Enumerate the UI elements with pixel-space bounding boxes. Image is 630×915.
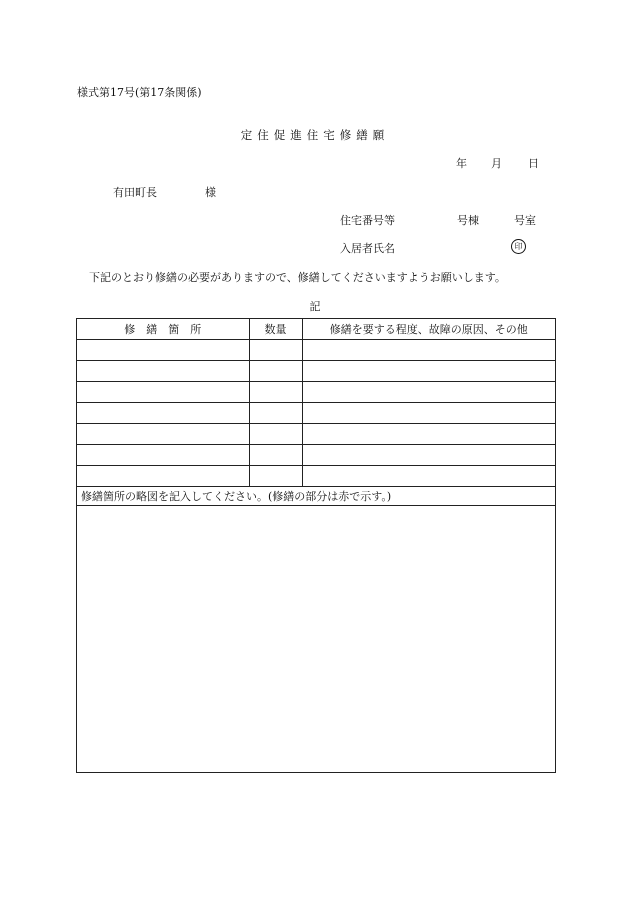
header-details: 修繕を要する程度、故障の原因、その他 <box>302 319 555 340</box>
quantity-cell[interactable] <box>249 340 302 361</box>
table-row[interactable] <box>77 361 555 382</box>
ki-heading: 記 <box>309 300 321 313</box>
quantity-cell[interactable] <box>249 382 302 403</box>
date-day-label: 日 <box>528 157 539 170</box>
repair-location-cell[interactable] <box>77 361 249 382</box>
quantity-cell[interactable] <box>249 445 302 466</box>
details-cell[interactable] <box>302 340 555 361</box>
honorific: 様 <box>205 186 216 199</box>
housing-number-label: 住宅番号等 <box>340 214 395 227</box>
resident-name-label: 入居者氏名 <box>340 242 395 255</box>
details-cell[interactable] <box>302 424 555 445</box>
room-unit-label: 号室 <box>514 214 536 227</box>
table-row[interactable] <box>77 382 555 403</box>
table-row[interactable] <box>77 340 555 361</box>
details-cell[interactable] <box>302 466 555 487</box>
addressee: 有田町長 <box>113 186 157 199</box>
table-row[interactable] <box>77 445 555 466</box>
quantity-cell[interactable] <box>249 466 302 487</box>
details-cell[interactable] <box>302 382 555 403</box>
repair-form <box>76 318 556 773</box>
header-repair-location: 修 繕 箇 所 <box>77 319 249 340</box>
table-row[interactable] <box>77 466 555 487</box>
repair-location-cell[interactable] <box>77 445 249 466</box>
repair-location-cell[interactable] <box>77 340 249 361</box>
form-number: 様式第17号(第17条関係) <box>77 86 202 99</box>
table-header-row <box>77 319 555 340</box>
repair-location-cell[interactable] <box>77 382 249 403</box>
quantity-cell[interactable] <box>249 424 302 445</box>
document-title: 定住促進住宅修繕願 <box>240 128 390 142</box>
repair-location-cell[interactable] <box>77 424 249 445</box>
date-year-label: 年 <box>456 157 467 170</box>
building-unit-label: 号棟 <box>457 214 479 227</box>
seal-mark-icon: 印 <box>511 239 526 254</box>
header-quantity: 数量 <box>249 319 302 340</box>
quantity-cell[interactable] <box>249 361 302 382</box>
table-row[interactable] <box>77 403 555 424</box>
repair-location-cell[interactable] <box>77 403 249 424</box>
details-cell[interactable] <box>302 403 555 424</box>
quantity-cell[interactable] <box>249 403 302 424</box>
details-cell[interactable] <box>302 445 555 466</box>
date-month-label: 月 <box>491 157 502 170</box>
table-row[interactable] <box>77 424 555 445</box>
details-cell[interactable] <box>302 361 555 382</box>
sketch-area[interactable] <box>77 506 555 766</box>
repair-location-cell[interactable] <box>77 466 249 487</box>
repair-table <box>77 319 555 487</box>
sketch-label: 修繕箇所の略図を記入してください。(修繕の部分は赤で示す。) <box>77 486 555 506</box>
request-text: 下記のとおり修繕の必要がありますので、修繕してくださいますようお願いします。 <box>89 271 506 284</box>
